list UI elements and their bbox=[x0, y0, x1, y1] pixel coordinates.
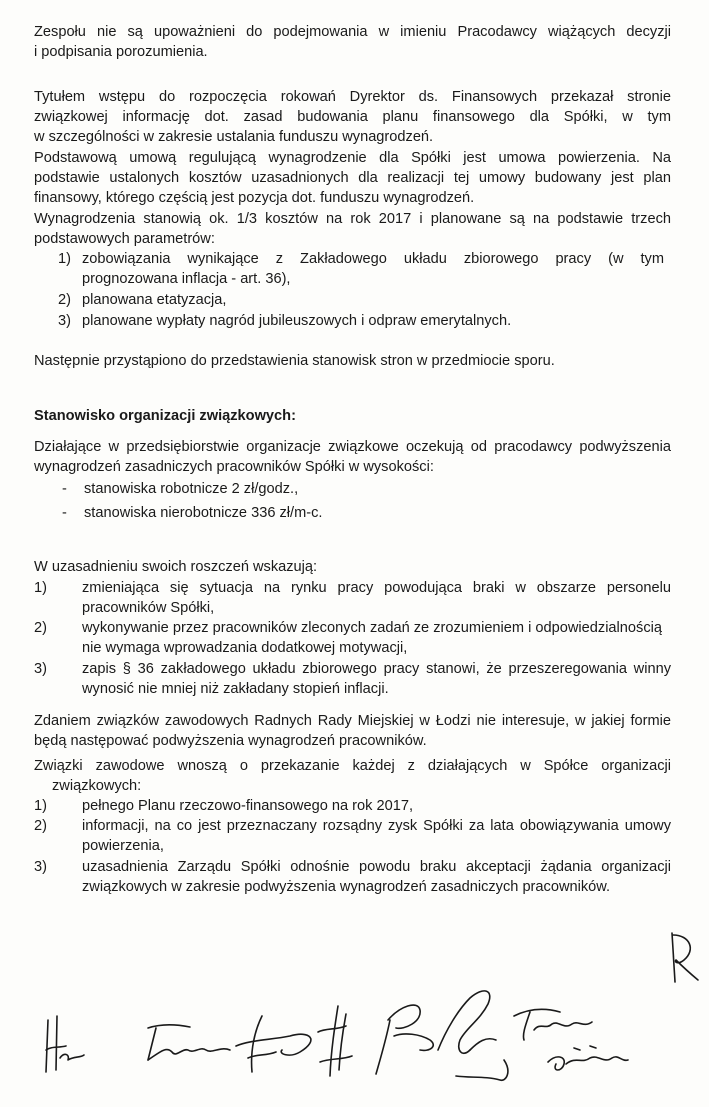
signature-1 bbox=[46, 1016, 84, 1072]
list-number: 1) bbox=[58, 251, 71, 267]
list-item-text: zapis § 36 zakładowego układu zbiorowego pracy stanowi, że przeszeregowania winny bbox=[82, 661, 671, 677]
para3-line-2: podstawowych parametrów: bbox=[34, 231, 215, 247]
para3-line-1: Wynagrodzenia stanowią ok. 1/3 kosztów na rok 2017 i planowane są na podstawie trzech bbox=[34, 211, 671, 227]
signature-6 bbox=[438, 991, 508, 1080]
section-heading: Stanowisko organizacji związkowych: bbox=[34, 408, 296, 424]
page-initial-signature bbox=[672, 933, 698, 982]
list-item-text: pracowników Spółki, bbox=[82, 600, 215, 616]
list-item-text: informacji, na co jest przeznaczany rozsądny zysk Spółki za lata obowiązywania umowy bbox=[82, 818, 671, 834]
para1-line-3: w szczególności w zakresie ustalania funduszu wynagrodzeń. bbox=[34, 129, 434, 145]
list-item-text: wykonywanie przez pracowników zleconych zadań ze zrozumieniem i odpowiedzialnością bbox=[82, 620, 662, 636]
list-item-text: związkowych w zakresie podwyższenia wynagrodzeń zasadniczych pracowników. bbox=[82, 879, 611, 895]
dash-bullet: - bbox=[62, 505, 67, 521]
list-item-text: powierzenia, bbox=[82, 838, 164, 854]
justification-intro: W uzasadnieniu swoich roszczeń wskazują: bbox=[34, 559, 318, 575]
transition-sentence: Następnie przystąpiono do przedstawienia stanowisk stron w przedmiocie sporu. bbox=[34, 353, 555, 369]
list-number: 1) bbox=[34, 798, 47, 814]
para2-line-3: finansowy, którego częścią jest pozycja dot. funduszu wynagrodzeń. bbox=[34, 190, 475, 206]
signature-7 bbox=[514, 1009, 628, 1070]
list-item-text: wynosić nie mniej niż zakładany stopień inflacji. bbox=[82, 681, 389, 697]
para2-line-1: Podstawową umową regulującą wynagrodzenie dla Spółki jest umowa powierzenia. Na bbox=[34, 150, 671, 166]
dash-item-text: stanowiska robotnicze 2 zł/godz., bbox=[84, 481, 299, 497]
list-item-text: planowana etatyzacja, bbox=[82, 292, 227, 308]
intro-line-2: i podpisania porozumienia. bbox=[34, 44, 208, 60]
list-item-text: zobowiązania wynikające z Zakładowego układu zbiorowego pracy (w tym bbox=[82, 251, 664, 267]
para6-line-1: Związki zawodowe wnoszą o przekazanie każdej z działających w Spółce organizacji bbox=[34, 758, 671, 774]
signature-5 bbox=[376, 1005, 433, 1074]
list-number: 2) bbox=[34, 620, 47, 636]
intro-line-1: Zespołu nie są upoważnieni do podejmowania w imieniu Pracodawcy wiążących decyzji bbox=[34, 24, 671, 40]
para6-line-2: związkowych: bbox=[52, 778, 142, 794]
list-number: 3) bbox=[34, 859, 47, 875]
list-item-text: nie wymaga wprowadzania dodatkowej motywacji, bbox=[82, 640, 408, 656]
list-item-text: zmieniająca się sytuacja na rynku pracy powodująca braki w obszarze personelu bbox=[82, 580, 671, 596]
list-number: 2) bbox=[34, 818, 47, 834]
list-item-text: prognozowana inflacja - art. 36), bbox=[82, 271, 291, 287]
list-number: 3) bbox=[58, 313, 71, 329]
para4-line-2: wynagrodzeń zasadniczych pracowników Spółki w wysokości: bbox=[34, 459, 434, 475]
para5-line-2: będą następować podwyższenia wynagrodzeń pracowników. bbox=[34, 733, 427, 749]
signature-2 bbox=[148, 1025, 230, 1060]
list-item-text: uzasadnienia Zarządu Spółki odnośnie powodu braku akceptacji żądania organizacji bbox=[82, 859, 671, 875]
list-number: 3) bbox=[34, 661, 47, 677]
list-item-text: pełnego Planu rzeczowo-finansowego na rok 2017, bbox=[82, 798, 414, 814]
list-number: 2) bbox=[58, 292, 71, 308]
list-number: 1) bbox=[34, 580, 47, 596]
para1-line-1: Tytułem wstępu do rozpoczęcia rokowań Dyrektor ds. Finansowych przekazał stronie bbox=[34, 89, 671, 105]
para5-line-1: Zdaniem związków zawodowych Radnych Rady Miejskiej w Łodzi nie interesuje, w jakiej formie bbox=[34, 713, 671, 729]
dash-bullet: - bbox=[62, 481, 67, 497]
para2-line-2: podstawie ustalonych kosztów uzasadnionych dla realizacji tej umowy budowany jest plan bbox=[34, 170, 671, 186]
para1-line-2: związkowej informację dot. zasad budowania planu finansowego dla Spółki, w tym bbox=[34, 109, 671, 125]
signature-3 bbox=[236, 1016, 311, 1072]
list-item-text: planowane wypłaty nagród jubileuszowych i odpraw emerytalnych. bbox=[82, 313, 512, 329]
dash-item-text: stanowiska nierobotnicze 336 zł/m-c. bbox=[84, 505, 323, 521]
para4-line-1: Działające w przedsiębiorstwie organizacje związkowe oczekują od pracodawcy podwyższenia bbox=[34, 439, 671, 455]
signature-4 bbox=[318, 1006, 352, 1076]
